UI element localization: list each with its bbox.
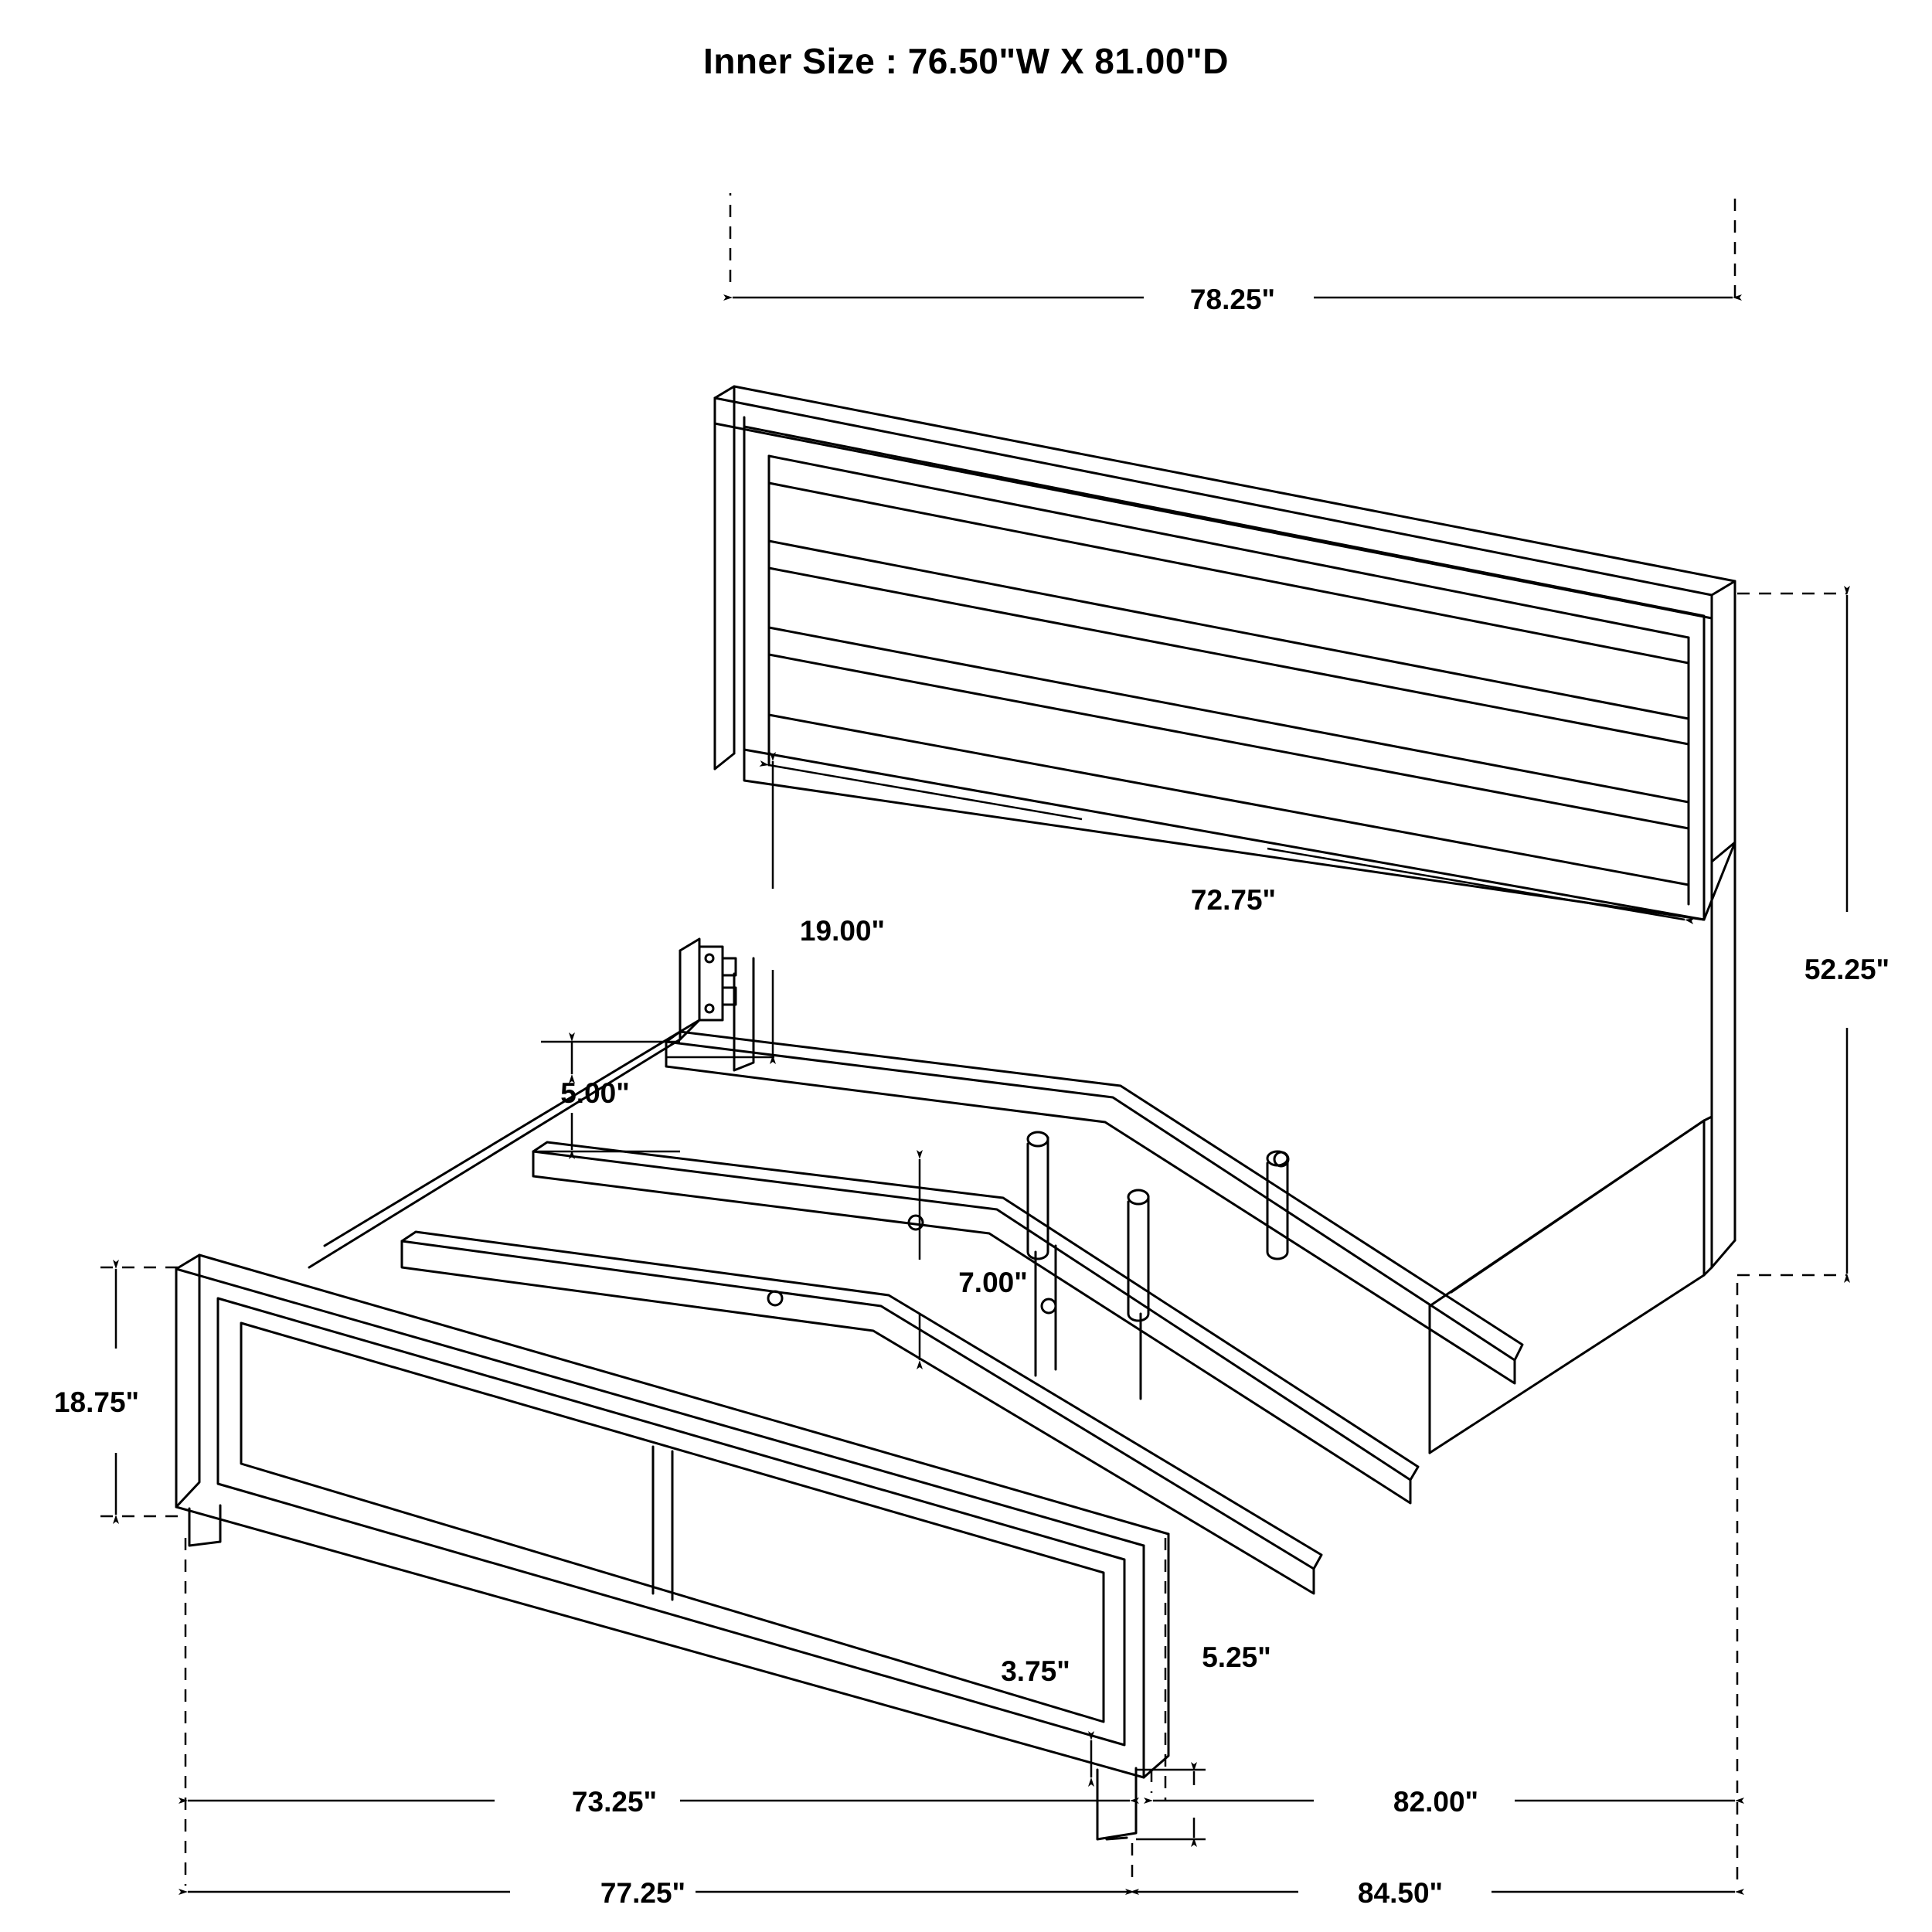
headboard-right-leg-foot xyxy=(1712,1240,1735,1267)
dim-label-support-leg: 7.00" xyxy=(958,1267,1028,1298)
dim-label-foot-clearance: 5.25" xyxy=(1202,1641,1271,1673)
slat-screw-2 xyxy=(1042,1299,1056,1313)
rail-hinge-plate xyxy=(699,947,723,1020)
dim-label-outer-width: 77.25" xyxy=(600,1877,686,1909)
dim-label-foot-rail: 3.75" xyxy=(1001,1655,1070,1687)
support-leg-3 xyxy=(1267,1157,1287,1259)
dim-panel-right xyxy=(1267,849,1685,920)
dim-label-headboard-panel: 72.75" xyxy=(1190,884,1277,916)
headboard-post-lower xyxy=(734,958,753,1070)
dim-label-footboard-height: 18.75" xyxy=(53,1386,140,1418)
footboard-bottom-outer xyxy=(176,1507,1144,1777)
dim-label-right-height: 52.25" xyxy=(1804,954,1890,985)
center-support-rail-top xyxy=(666,1032,1522,1360)
headboard-slat-line-1b xyxy=(769,483,1689,663)
second-support-rail xyxy=(533,1151,1410,1503)
dim-panel-left xyxy=(769,765,1082,819)
footboard-right-leg xyxy=(1097,1768,1136,1839)
third-support-rail-top xyxy=(402,1232,1321,1569)
dim-label-top-width: 78.25" xyxy=(1189,284,1276,315)
dim-label-slat-height: 5.00" xyxy=(560,1077,630,1109)
headboard-slat-line-2a xyxy=(769,541,1689,719)
headboard-slat-line-3a xyxy=(769,628,1689,802)
headboard-panel-frame xyxy=(744,427,1704,920)
center-support-rail xyxy=(666,1042,1515,1383)
headboard-slat-line-2b xyxy=(769,568,1689,744)
hinge-screw-1 xyxy=(706,954,713,962)
headboard-left-post-foot xyxy=(715,753,734,769)
bed-outline-group xyxy=(176,386,1735,1839)
page-title: Inner Size : 76.50"W X 81.00"D xyxy=(703,41,1229,81)
headboard-top-bevel xyxy=(715,386,1735,595)
dim-label-rail-to-panel: 19.00" xyxy=(799,915,886,947)
footboard-top-outer xyxy=(176,1269,1144,1546)
hinge-screw-2 xyxy=(706,1005,713,1012)
dim-label-side-length: 82.00" xyxy=(1393,1786,1479,1818)
left-rail-lower-edge-inner xyxy=(325,1020,699,1246)
left-rail-end-cap xyxy=(680,939,699,1039)
dim-label-outer-length: 84.50" xyxy=(1357,1877,1444,1909)
third-support-rail xyxy=(402,1241,1314,1594)
support-leg-1-top xyxy=(1028,1132,1048,1146)
headboard-right-edge xyxy=(1712,581,1735,862)
right-rail-end xyxy=(1704,1117,1712,1275)
left-rail-lower-edge xyxy=(309,1039,680,1267)
footboard-left-post xyxy=(176,1255,199,1507)
support-leg-2-top xyxy=(1128,1190,1148,1204)
dim-label-inner-length: 73.25" xyxy=(571,1786,658,1818)
right-rail-bottom xyxy=(1430,1275,1704,1453)
footboard-right-leg-base xyxy=(1107,1838,1127,1839)
right-rail-top-inner xyxy=(1451,1121,1704,1292)
